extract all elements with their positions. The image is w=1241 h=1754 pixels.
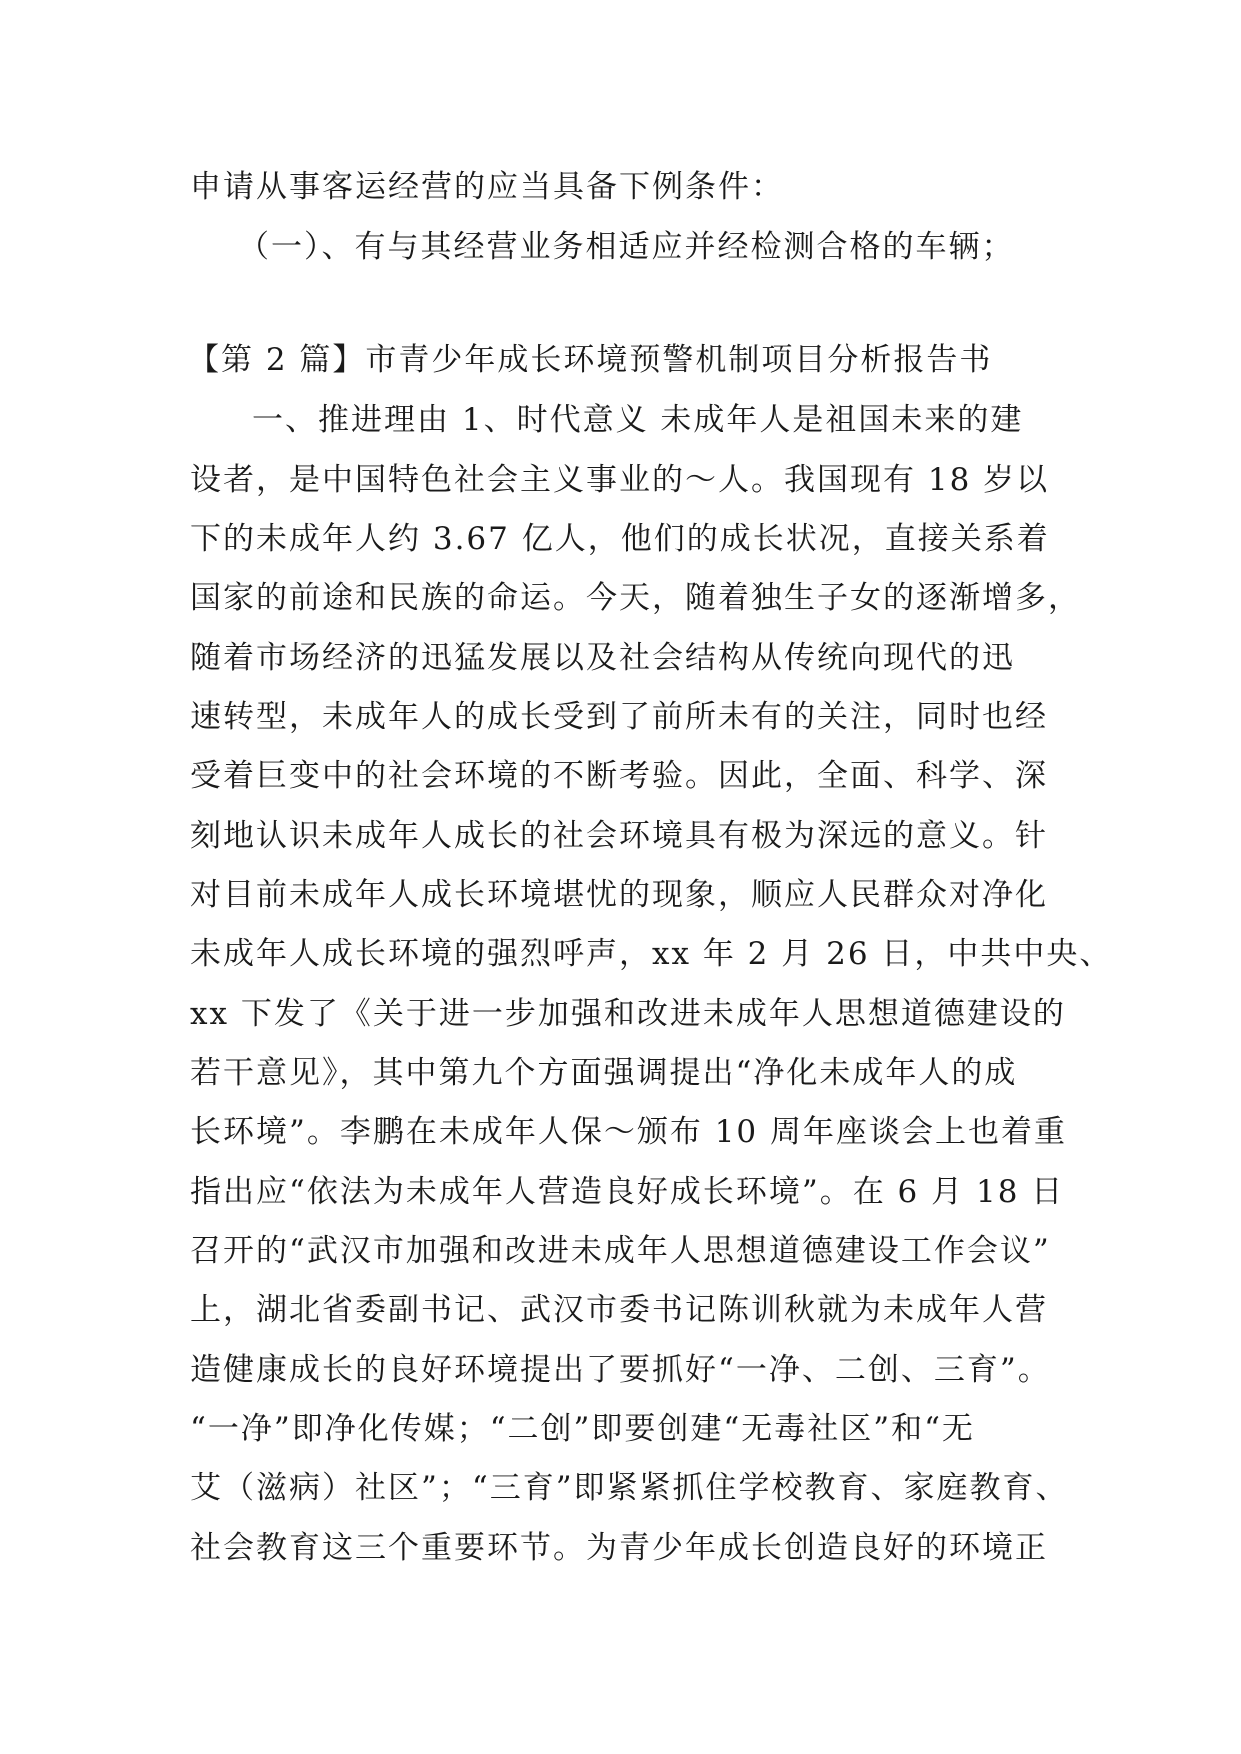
body-text-line: 申请从事客运经营的应当具备下例条件：	[190, 169, 784, 205]
body-text-line: 国家的前途和民族的命运。今天，随着独生子女的逐渐增多，	[190, 580, 1081, 616]
body-text-line: 未成年人成长环境的强烈呼声，xx 年 2 月 26 日，中共中央、	[190, 936, 1113, 972]
body-text-line: “一净”即净化传媒；“二创”即要创建“无毒社区”和“无	[190, 1411, 975, 1447]
body-text-line: 刻地认识未成年人成长的社会环境具有极为深远的意义。针	[190, 818, 1048, 854]
body-text-line: xx 下发了《关于进一步加强和改进未成年人思想道德建设的	[190, 996, 1066, 1032]
body-text-line: 造健康成长的良好环境提出了要抓好“一净、二创、三育”。	[190, 1352, 1051, 1388]
body-text-line: 社会教育这三个重要环节。为青少年成长创造良好的环境正	[190, 1530, 1048, 1566]
body-text-line: 一、推进理由 1、时代意义 未成年人是祖国未来的建	[252, 402, 1024, 438]
body-text-line: 若干意见》，其中第九个方面强调提出“净化未成年人的成	[190, 1055, 1018, 1091]
body-text-line: （一）、有与其经营业务相适应并经检测合格的车辆；	[238, 229, 1015, 265]
body-text-line: 艾（滋病）社区”；“三育”即紧紧抓住学校教育、家庭教育、	[190, 1470, 1069, 1506]
body-text-line: 召开的“武汉市加强和改进未成年人思想道德建设工作会议”	[190, 1233, 1051, 1269]
body-text-line: 对目前未成年人成长环境堪忧的现象，顺应人民群众对净化	[190, 877, 1048, 913]
section-heading: 【第 2 篇】市青少年成长环境预警机制项目分析报告书	[188, 342, 993, 378]
body-text-line: 随着市场经济的迅猛发展以及社会结构从传统向现代的迅	[190, 640, 1015, 676]
body-text-line: 指出应“依法为未成年人营造良好成长环境”。在 6 月 18 日	[190, 1174, 1065, 1210]
body-text-line: 上，湖北省委副书记、武汉市委书记陈训秋就为未成年人营	[190, 1292, 1048, 1328]
body-text-line: 长环境”。李鹏在未成年人保～颁布 10 周年座谈会上也着重	[190, 1114, 1067, 1150]
body-text-line: 设者，是中国特色社会主义事业的～人。我国现有 18 岁以	[190, 462, 1050, 498]
body-text-line: 受着巨变中的社会环境的不断考验。因此，全面、科学、深	[190, 758, 1048, 794]
body-text-line: 下的未成年人约 3.67 亿人，他们的成长状况，直接关系着	[190, 521, 1050, 557]
body-text-line: 速转型，未成年人的成长受到了前所未有的关注，同时也经	[190, 699, 1048, 735]
